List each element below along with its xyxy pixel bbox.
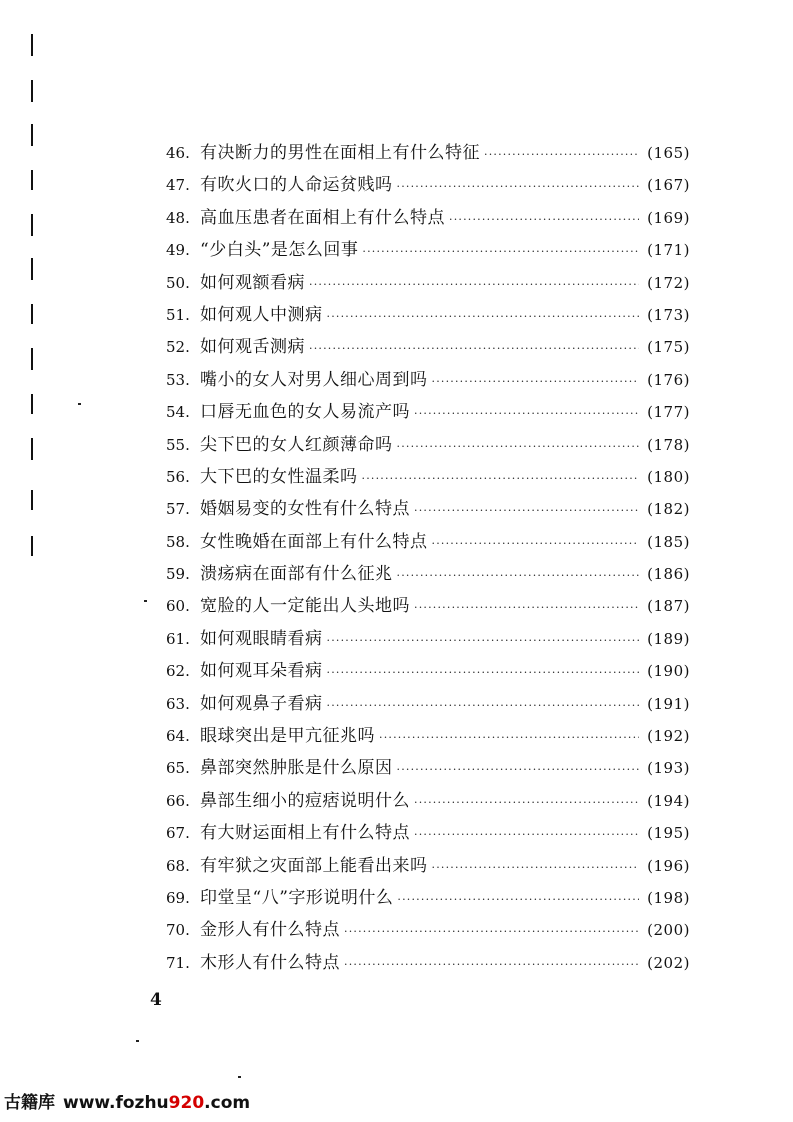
scan-edge-mark [31,124,33,146]
scan-edge-mark [31,304,33,324]
toc-entry-page: (196) [647,856,690,875]
toc-entry-number: 66. [166,791,190,810]
toc-entry-number: 64. [166,727,190,746]
toc-entry-number: 63. [166,694,190,713]
scan-edge-mark [31,258,33,280]
dot-leader [432,861,640,874]
toc-entry [166,462,690,494]
toc-entry-title: 有吹火口的人命运贫贱吗 [200,175,393,196]
dot-leader [432,375,640,388]
dot-leader [449,213,639,226]
page-number: 4 [150,990,162,1010]
toc-entry-number: 51. [166,305,190,324]
toc-entry-page: (182) [647,500,690,519]
dot-leader [397,180,640,193]
toc-entry-number: 55. [166,435,190,454]
toc-entry [166,138,690,170]
toc-entry-title: “少白头”是怎么回事 [200,240,359,261]
toc-entry-number: 68. [166,856,190,875]
toc-entry-number: 49. [166,241,190,260]
toc-entry [166,332,690,364]
toc-entry-number: 47. [166,176,190,195]
dot-leader [344,925,639,938]
toc-entry-title: 宽脸的人一定能出人头地吗 [200,596,410,617]
toc-entry [166,494,690,526]
toc-entry-number: 61. [166,629,190,648]
toc-entry [166,915,690,947]
toc-entry-page: (169) [647,208,690,227]
toc-entry [166,689,690,721]
toc-entry-title: 眼球突出是甲亢征兆吗 [200,726,375,747]
toc-entry-page: (193) [647,759,690,778]
toc-entry-title: 口唇无血色的女人易流产吗 [200,402,410,423]
toc-entry-page: (178) [647,435,690,454]
toc-entry-number: 54. [166,403,190,422]
toc-entry [166,235,690,267]
dot-leader [414,828,639,841]
dot-leader [432,537,640,550]
toc-entry-number: 59. [166,565,190,584]
dot-leader [327,634,640,647]
watermark-url-prefix: www.fozhu [63,1093,169,1113]
dot-leader [309,278,639,291]
toc-entry-page: (195) [647,824,690,843]
toc-entry-page: (187) [647,597,690,616]
dot-leader [379,731,639,744]
scan-speck [78,403,81,405]
toc-entry-title: 鼻部生细小的痘痞说明什么 [200,790,410,811]
toc-entry-title: 如何观鼻子看病 [200,693,323,714]
toc-entry-title: 印堂呈“八”字形说明什么 [200,887,394,908]
toc-entry-page: (177) [647,403,690,422]
scan-edge-mark [31,490,33,510]
toc-entry [166,300,690,332]
toc-entry-number: 52. [166,338,190,357]
dot-leader [397,569,640,582]
watermark-url-accent: 920 [168,1093,205,1113]
scan-edge-mark [31,170,33,190]
toc-entry-page: (172) [647,273,690,292]
toc-entry-page: (198) [647,888,690,907]
toc-entry-number: 65. [166,759,190,778]
toc-entry-number: 57. [166,500,190,519]
toc-entry [166,365,690,397]
toc-entry-page: (165) [647,144,690,162]
dot-leader [414,601,639,614]
toc-entry [166,624,690,656]
scan-speck [144,600,147,602]
toc-entry [166,397,690,429]
toc-entry-title: 有大财运面相上有什么特点 [200,823,410,844]
scan-edge-mark [31,34,33,56]
toc-entry [166,948,690,980]
scan-edge-mark [31,536,33,556]
toc-entry-page: (190) [647,662,690,681]
dot-leader [414,407,639,420]
toc-entry-page: (175) [647,338,690,357]
dot-leader [414,504,639,517]
watermark-name: 古籍库 [4,1093,55,1113]
toc-entry [166,851,690,883]
toc-entry-title: 木形人有什么特点 [200,952,340,973]
scan-speck [136,1040,139,1042]
dot-leader [397,893,639,906]
scan-edge-mark [31,394,33,414]
toc-entry [166,786,690,818]
toc-entry [166,559,690,591]
toc-entry [166,753,690,785]
scan-edge-mark [31,214,33,236]
toc-entry-title: 如何观额看病 [200,272,305,293]
toc-entry-title: 尖下巴的女人红颜薄命吗 [200,434,393,455]
toc-entry-title: 嘴小的女人对男人细心周到吗 [200,369,428,390]
toc-entry-title: 鼻部突然肿胀是什么原因 [200,758,393,779]
toc-entry [166,170,690,202]
dot-leader [397,440,640,453]
table-of-contents [166,138,690,980]
toc-entry-title: 金形人有什么特点 [200,920,340,941]
toc-entry-page: (176) [647,370,690,389]
toc-entry-number: 71. [166,953,190,972]
dot-leader [327,699,640,712]
scan-edge-mark [31,80,33,102]
toc-entry-page: (194) [647,791,690,810]
toc-entry-number: 50. [166,273,190,292]
toc-entry-number: 60. [166,597,190,616]
dot-leader [414,796,639,809]
toc-entry [166,430,690,462]
toc-entry-number: 70. [166,921,190,940]
toc-entry-title: 如何观人中测病 [200,304,323,325]
toc-entry-number: 62. [166,662,190,681]
toc-entry-page: (180) [647,467,690,486]
toc-entry-page: (186) [647,565,690,584]
toc-entry-title: 如何观舌测病 [200,337,305,358]
toc-entry [166,591,690,623]
watermark-url-suffix: .com [204,1093,251,1113]
toc-entry-number: 48. [166,208,190,227]
dot-leader [327,310,640,323]
toc-entry-page: (200) [647,921,690,940]
toc-entry-number: 67. [166,824,190,843]
toc-entry-title: 如何观耳朵看病 [200,661,323,682]
toc-entry-number: 69. [166,888,190,907]
toc-entry-page: (192) [647,727,690,746]
dot-leader [309,342,639,355]
toc-entry [166,721,690,753]
dot-leader [344,958,639,971]
toc-entry-number: 53. [166,370,190,389]
toc-entry-page: (189) [647,629,690,648]
scan-edge-mark [31,348,33,370]
dot-leader [484,148,639,161]
toc-entry [166,656,690,688]
toc-entry-page: (173) [647,305,690,324]
toc-entry-number: 58. [166,532,190,551]
toc-entry [166,883,690,915]
site-watermark [4,1088,250,1113]
toc-entry [166,818,690,850]
toc-entry-page: (202) [647,953,690,972]
toc-entry-title: 婚姻易变的女性有什么特点 [200,499,410,520]
dot-leader [362,245,639,258]
toc-entry-title: 大下巴的女性温柔吗 [200,466,358,487]
toc-entry [166,527,690,559]
scan-speck [238,1076,241,1078]
toc-entry-title: 高血压患者在面相上有什么特点 [200,207,445,228]
dot-leader [362,472,640,485]
toc-entry-title: 溃疡病在面部有什么征兆 [200,564,393,585]
dot-leader [397,763,640,776]
dot-leader [327,666,640,679]
toc-entry-title: 如何观眼睛看病 [200,628,323,649]
toc-entry-page: (185) [647,532,690,551]
toc-entry [166,268,690,300]
toc-entry-page: (171) [647,241,690,260]
toc-entry-page: (167) [647,176,690,195]
toc-entry-number: 56. [166,467,190,486]
toc-entry-number: 46. [166,144,190,162]
toc-entry-page: (191) [647,694,690,713]
toc-entry [166,203,690,235]
toc-entry-title: 有决断力的男性在面相上有什么特征 [200,143,480,163]
scan-edge-mark [31,438,33,460]
toc-entry-title: 女性晚婚在面部上有什么特点 [200,531,428,552]
toc-entry-title: 有牢狱之灾面部上能看出来吗 [200,855,428,876]
